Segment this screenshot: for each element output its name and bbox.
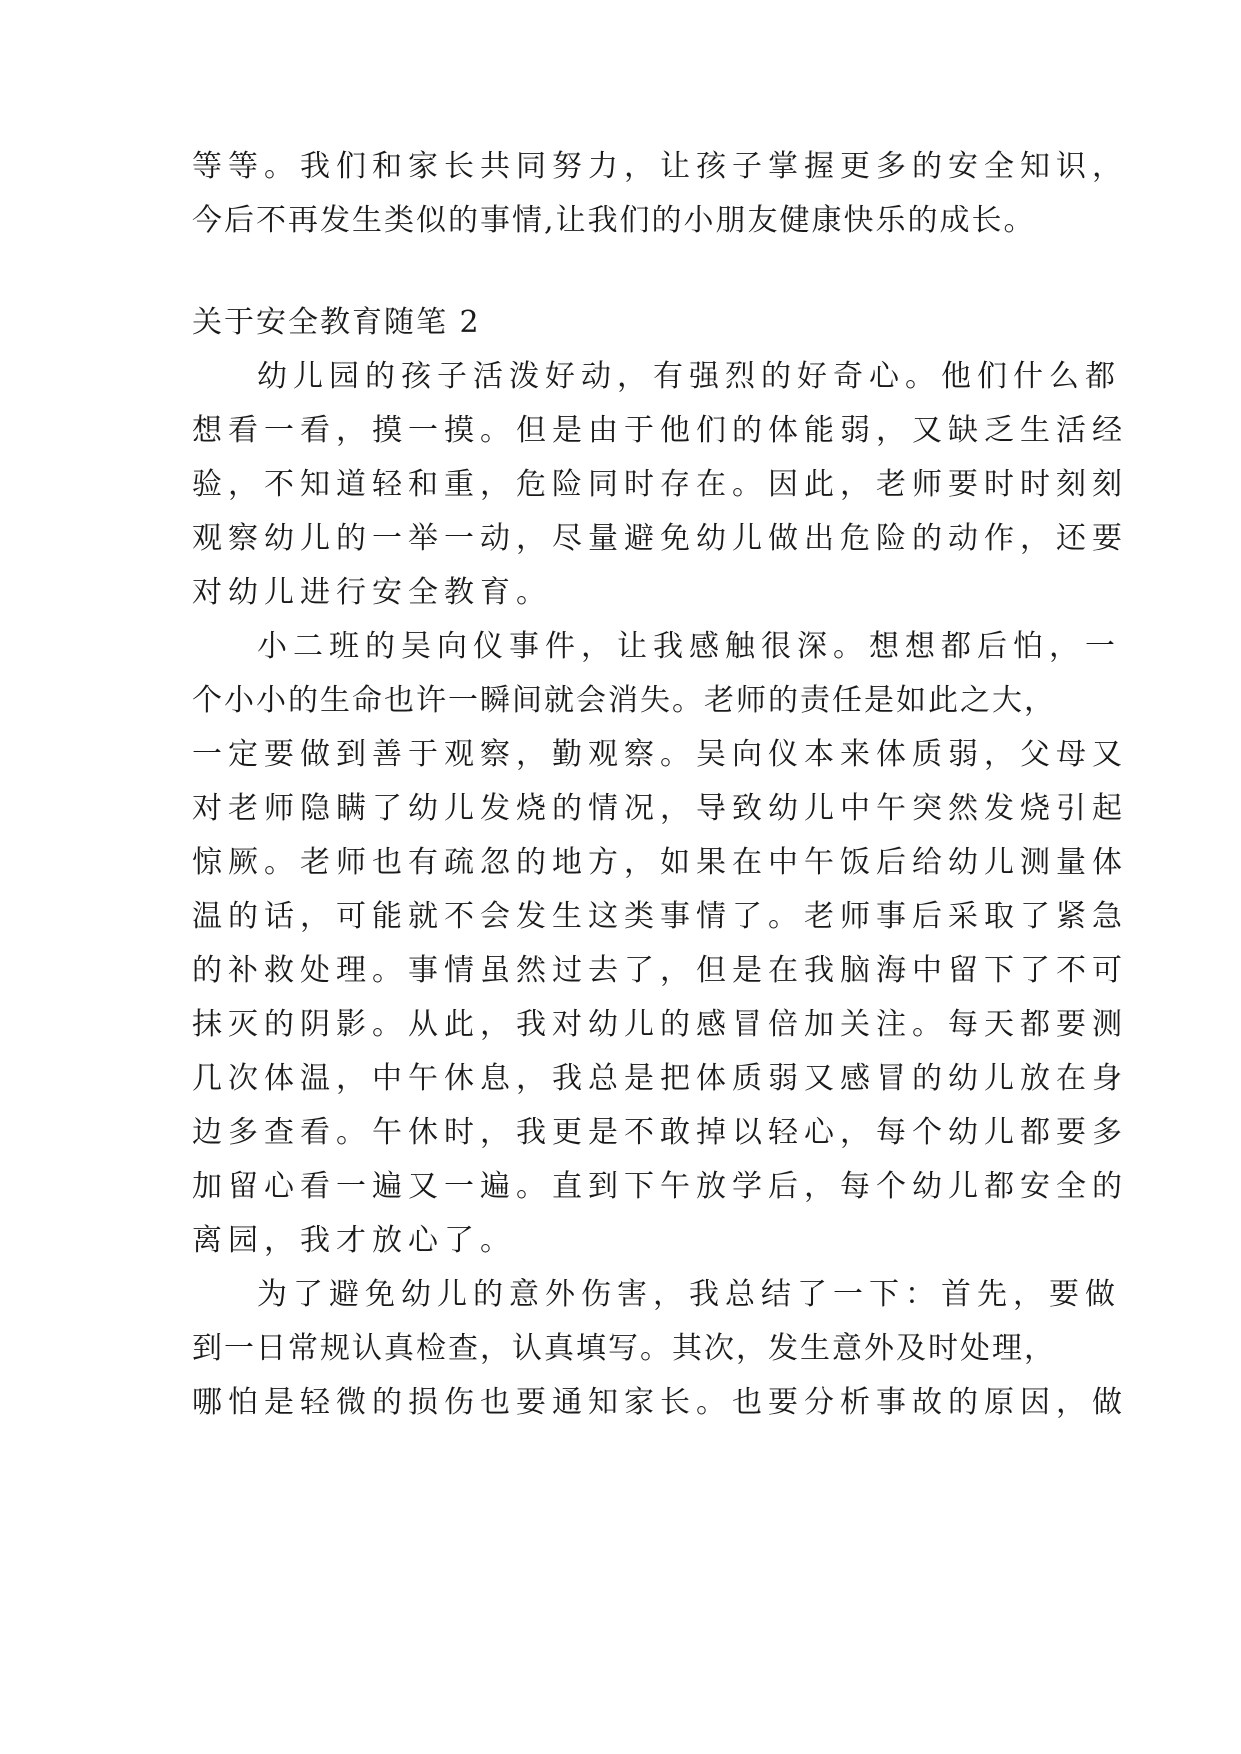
text-line: 等等。我们和家长共同努力，让孩子掌握更多的安全知识，: [192, 149, 1128, 184]
text-line: 抹灭的阴影。从此，我对幼儿的感冒倍加关注。每天都要测: [192, 1007, 1128, 1042]
text-line: 哪怕是轻微的损伤也要通知家长。也要分析事故的原因，做: [192, 1385, 1128, 1420]
text-line: 个小小的生命也许一瞬间就会消失。老师的责任是如此之大，: [192, 683, 1056, 718]
text-line: 一定要做到善于观察，勤观察。吴向仪本来体质弱，父母又: [192, 737, 1128, 772]
text-line: 离园，我才放心了。: [192, 1223, 516, 1258]
text-line: 对老师隐瞒了幼儿发烧的情况，导致幼儿中午突然发烧引起: [192, 791, 1128, 826]
text-line: 边多查看。午休时，我更是不敢掉以轻心，每个幼儿都要多: [192, 1115, 1128, 1150]
text-line: 想看一看，摸一摸。但是由于他们的体能弱，又缺乏生活经: [192, 413, 1128, 448]
text-line: 几次体温，中午休息，我总是把体质弱又感冒的幼儿放在身: [192, 1061, 1128, 1096]
text-line: 的补救处理。事情虽然过去了，但是在我脑海中留下了不可: [192, 953, 1128, 988]
text-line: 验，不知道轻和重，危险同时存在。因此，老师要时时刻刻: [192, 467, 1128, 502]
text-line: 为了避免幼儿的意外伤害，我总结了一下：首先，要做: [257, 1277, 1121, 1312]
text-line: 加留心看一遍又一遍。直到下午放学后，每个幼儿都安全的: [192, 1169, 1128, 1204]
text-line: 观察幼儿的一举一动，尽量避免幼儿做出危险的动作，还要: [192, 521, 1128, 556]
text-line: 幼儿园的孩子活泼好动，有强烈的好奇心。他们什么都: [257, 359, 1121, 394]
text-line: 到一日常规认真检查，认真填写。其次，发生意外及时处理，: [192, 1331, 1056, 1366]
text-line: 对幼儿进行安全教育。: [192, 575, 552, 610]
text-line: 惊厥。老师也有疏忽的地方，如果在中午饭后给幼儿测量体: [192, 845, 1128, 880]
section-title: 关于安全教育随笔 2: [192, 305, 481, 340]
text-line: 小二班的吴向仪事件，让我感触很深。想想都后怕，一: [257, 629, 1121, 664]
text-line: 今后不再发生类似的事情,让我们的小朋友健康快乐的成长。: [192, 203, 1036, 238]
text-line: 温的话，可能就不会发生这类事情了。老师事后采取了紧急: [192, 899, 1128, 934]
